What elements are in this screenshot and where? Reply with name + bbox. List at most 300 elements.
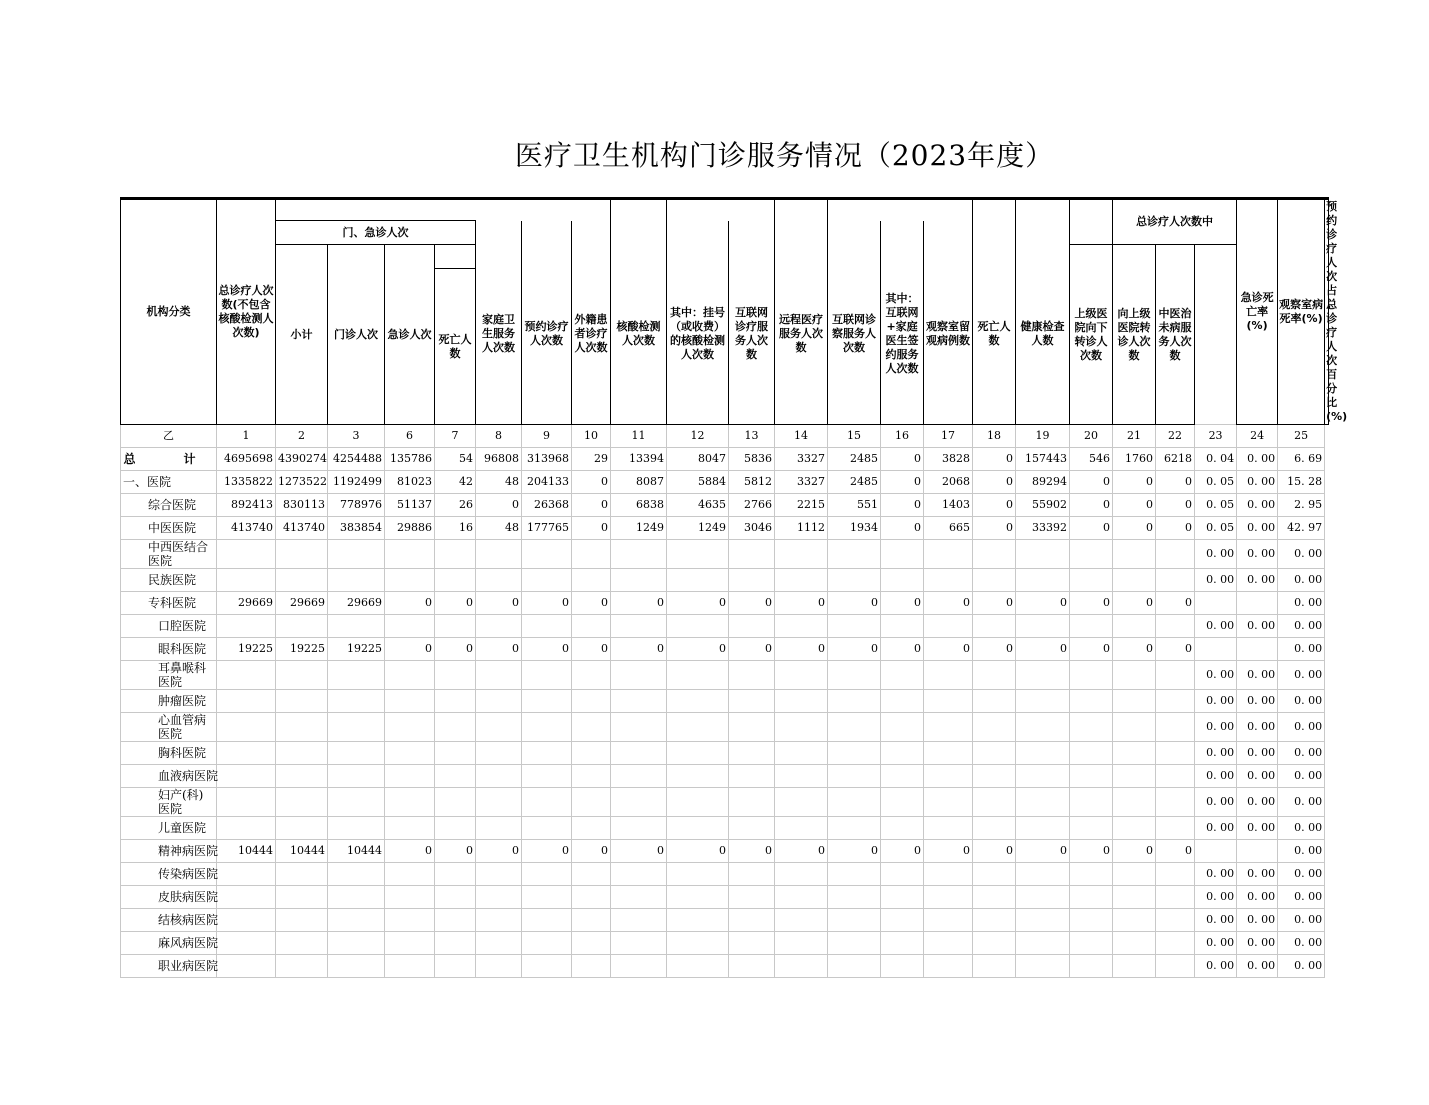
table-cell: 0 — [1070, 517, 1113, 540]
table-cell — [1113, 886, 1156, 909]
header-group-total-within: 总诊疗人次数中 — [1113, 199, 1237, 245]
table-cell: 0. 00 — [1195, 540, 1237, 569]
table-cell: 0 — [1156, 471, 1195, 494]
table-cell: 2485 — [828, 448, 881, 471]
table-cell: 1335822 — [217, 471, 276, 494]
table-cell — [572, 661, 611, 690]
table-cell — [1070, 788, 1113, 817]
table-cell: 0 — [611, 638, 667, 661]
header-col-7: 死亡人数 — [435, 269, 476, 425]
column-number: 24 — [1237, 425, 1278, 448]
table-cell — [881, 713, 924, 742]
column-number: 14 — [775, 425, 828, 448]
row-label: 心血管病医院 — [121, 713, 217, 742]
table-cell: 0 — [1070, 494, 1113, 517]
table-cell — [828, 863, 881, 886]
row-label: 职业病医院 — [121, 955, 217, 978]
table-cell — [435, 817, 476, 840]
table-cell — [217, 765, 276, 788]
table-cell — [1070, 540, 1113, 569]
column-number-row — [121, 425, 1329, 448]
table-cell: 0. 00 — [1278, 817, 1325, 840]
table-cell — [572, 690, 611, 713]
table-cell — [572, 713, 611, 742]
table-cell: 0. 00 — [1195, 742, 1237, 765]
table-cell — [881, 955, 924, 978]
table-cell — [924, 661, 973, 690]
table-cell — [973, 742, 1016, 765]
table-cell — [217, 932, 276, 955]
table-cell: 1249 — [667, 517, 729, 540]
table-cell — [328, 817, 385, 840]
table-cell — [1070, 765, 1113, 788]
table-cell: 6. 69 — [1278, 448, 1325, 471]
table-cell — [572, 569, 611, 592]
table-cell: 0. 04 — [1195, 448, 1237, 471]
table-cell — [1016, 955, 1070, 978]
table-cell — [1070, 690, 1113, 713]
table-cell: 0 — [611, 840, 667, 863]
column-number: 1 — [217, 425, 276, 448]
table-cell: 0. 00 — [1278, 540, 1325, 569]
table-cell: 0. 00 — [1237, 955, 1278, 978]
table-cell — [775, 690, 828, 713]
table-cell — [924, 690, 973, 713]
table-cell — [276, 615, 328, 638]
header-category: 机构分类 — [121, 199, 217, 425]
table-cell: 19225 — [217, 638, 276, 661]
table-cell: 48 — [476, 517, 522, 540]
table-cell — [217, 742, 276, 765]
column-number: 7 — [435, 425, 476, 448]
table-cell — [1016, 713, 1070, 742]
table-cell — [1156, 615, 1195, 638]
table-cell — [522, 932, 572, 955]
table-cell — [1113, 690, 1156, 713]
table-cell — [1016, 909, 1070, 932]
table-header — [121, 199, 1348, 425]
table-cell: 0 — [667, 592, 729, 615]
table-cell — [881, 540, 924, 569]
table-cell — [729, 909, 775, 932]
column-number: 20 — [1070, 425, 1113, 448]
table-cell — [828, 765, 881, 788]
table-cell: 0. 00 — [1278, 690, 1325, 713]
table-cell — [611, 742, 667, 765]
table-cell: 0 — [522, 592, 572, 615]
table-cell: 5836 — [729, 448, 775, 471]
table-cell — [385, 863, 435, 886]
table-cell: 0 — [1070, 471, 1113, 494]
table-cell: 0 — [1113, 638, 1156, 661]
table-cell — [276, 661, 328, 690]
table-cell: 0 — [611, 592, 667, 615]
table-cell: 3828 — [924, 448, 973, 471]
header-col-2: 小计 — [276, 245, 328, 425]
row-label: 耳鼻喉科医院 — [121, 661, 217, 690]
row-label: 口腔医院 — [121, 615, 217, 638]
column-number: 9 — [522, 425, 572, 448]
table-cell — [973, 863, 1016, 886]
table-cell: 0 — [973, 471, 1016, 494]
table-cell: 0 — [667, 638, 729, 661]
table-cell: 0. 00 — [1237, 615, 1278, 638]
table-cell — [611, 955, 667, 978]
table-cell: 0 — [729, 638, 775, 661]
table-cell — [1156, 955, 1195, 978]
table-cell — [1156, 765, 1195, 788]
table-cell — [217, 661, 276, 690]
table-cell: 81023 — [385, 471, 435, 494]
table-cell — [328, 932, 385, 955]
table-cell: 0 — [667, 840, 729, 863]
table-cell: 0. 00 — [1195, 863, 1237, 886]
table-cell: 0 — [1113, 840, 1156, 863]
table-cell: 0 — [435, 840, 476, 863]
table-cell — [385, 661, 435, 690]
table-cell: 0 — [881, 638, 924, 661]
table-cell — [611, 863, 667, 886]
table-row — [121, 863, 1329, 886]
table-cell — [435, 788, 476, 817]
table-cell: 0 — [435, 592, 476, 615]
table-cell: 1403 — [924, 494, 973, 517]
table-cell: 8047 — [667, 448, 729, 471]
table-cell: 0 — [572, 517, 611, 540]
table-cell: 0. 00 — [1237, 661, 1278, 690]
table-cell — [729, 615, 775, 638]
table-cell — [729, 540, 775, 569]
table-row — [121, 615, 1329, 638]
table-cell — [667, 909, 729, 932]
table-cell — [828, 817, 881, 840]
table-cell — [881, 863, 924, 886]
table-cell: 4390274 — [276, 448, 328, 471]
table-cell: 0. 00 — [1278, 932, 1325, 955]
table-cell — [1113, 765, 1156, 788]
table-cell — [611, 788, 667, 817]
table-cell — [217, 569, 276, 592]
table-cell — [1156, 661, 1195, 690]
table-cell — [881, 615, 924, 638]
table-row — [121, 569, 1329, 592]
table-cell — [1070, 713, 1113, 742]
table-cell — [1237, 840, 1278, 863]
row-label: 一、医院 — [121, 471, 217, 494]
table-cell: 0. 00 — [1237, 540, 1278, 569]
table-row — [121, 494, 1329, 517]
table-cell — [217, 713, 276, 742]
table-cell — [729, 765, 775, 788]
table-cell — [1016, 615, 1070, 638]
table-cell: 5812 — [729, 471, 775, 494]
column-number: 19 — [1016, 425, 1070, 448]
table-cell — [1156, 886, 1195, 909]
table-cell — [729, 817, 775, 840]
table-cell — [385, 909, 435, 932]
table-cell: 96808 — [476, 448, 522, 471]
table-cell: 0. 00 — [1237, 909, 1278, 932]
table-cell — [572, 765, 611, 788]
header-col-23: 急诊死亡率(%) — [1237, 199, 1278, 425]
table-cell: 0 — [572, 471, 611, 494]
outpatient-service-table — [120, 197, 1348, 978]
table-cell: 26 — [435, 494, 476, 517]
header-col-19: 健康检查人数 — [1016, 245, 1070, 425]
table-cell: 0. 00 — [1195, 932, 1237, 955]
table-cell: 0. 00 — [1195, 690, 1237, 713]
table-cell: 413740 — [217, 517, 276, 540]
table-cell — [1070, 661, 1113, 690]
row-label: 血液病医院 — [121, 765, 217, 788]
table-cell — [435, 909, 476, 932]
table-cell: 892413 — [217, 494, 276, 517]
table-cell — [522, 569, 572, 592]
table-cell: 0 — [1113, 517, 1156, 540]
table-cell — [328, 615, 385, 638]
table-row — [121, 690, 1329, 713]
row-label: 传染病医院 — [121, 863, 217, 886]
table-cell: 0 — [775, 638, 828, 661]
header-col-1: 总诊疗人次数(不包含核酸检测人次数) — [217, 199, 276, 425]
table-cell — [729, 661, 775, 690]
table-cell: 0. 00 — [1237, 690, 1278, 713]
table-cell — [522, 817, 572, 840]
table-cell: 0 — [924, 840, 973, 863]
page-title: 医疗卫生机构门诊服务情况（2023年度） — [514, 139, 1055, 172]
column-number: 16 — [881, 425, 924, 448]
table-cell — [775, 817, 828, 840]
table-cell — [1070, 955, 1113, 978]
table-cell — [775, 713, 828, 742]
column-number: 15 — [828, 425, 881, 448]
table-cell — [1195, 840, 1237, 863]
table-cell — [729, 569, 775, 592]
table-cell: 0. 00 — [1237, 471, 1278, 494]
table-cell — [729, 713, 775, 742]
table-cell — [385, 955, 435, 978]
table-cell: 0. 00 — [1278, 742, 1325, 765]
table-cell — [1113, 932, 1156, 955]
table-cell — [1016, 569, 1070, 592]
table-row — [121, 448, 1329, 471]
table-cell: 0. 00 — [1237, 742, 1278, 765]
table-cell: 5884 — [667, 471, 729, 494]
table-row — [121, 909, 1329, 932]
table-cell: 2485 — [828, 471, 881, 494]
table-cell — [522, 863, 572, 886]
table-cell: 0 — [881, 517, 924, 540]
table-cell — [276, 817, 328, 840]
header-col-22: 中医治未病服务人次数 — [1156, 245, 1195, 425]
table-row — [121, 932, 1329, 955]
column-number: 2 — [276, 425, 328, 448]
header-col-8: 家庭卫生服务人次数 — [476, 245, 522, 425]
table-cell — [924, 863, 973, 886]
table-cell: 4695698 — [217, 448, 276, 471]
table-cell — [973, 540, 1016, 569]
table-cell: 778976 — [328, 494, 385, 517]
table-cell: 0 — [572, 494, 611, 517]
table-cell — [435, 863, 476, 886]
table-row — [121, 713, 1329, 742]
table-cell — [1070, 742, 1113, 765]
table-cell — [276, 569, 328, 592]
table-cell: 0. 05 — [1195, 494, 1237, 517]
table-cell — [435, 742, 476, 765]
table-cell — [611, 690, 667, 713]
table-cell: 0 — [572, 592, 611, 615]
table-cell: 1273522 — [276, 471, 328, 494]
table-cell — [775, 788, 828, 817]
table-cell — [881, 909, 924, 932]
table-cell — [522, 713, 572, 742]
table-cell — [1113, 713, 1156, 742]
table-cell — [476, 615, 522, 638]
table-cell — [924, 817, 973, 840]
header-group-outpatient: 门、急诊人次 — [276, 221, 476, 245]
table-cell — [435, 765, 476, 788]
table-cell: 2068 — [924, 471, 973, 494]
header-col-25: 预约诊疗人次占总诊疗人次百分比(%) — [1326, 200, 1348, 423]
table-cell: 48 — [476, 471, 522, 494]
table-cell: 0 — [1070, 592, 1113, 615]
table-cell — [1016, 886, 1070, 909]
table-cell — [924, 932, 973, 955]
table-cell: 0. 00 — [1195, 569, 1237, 592]
table-cell — [217, 788, 276, 817]
header-col-12: 其中：挂号（或收费）的核酸检测人次数 — [667, 245, 729, 425]
table-cell: 0 — [881, 471, 924, 494]
table-cell — [385, 932, 435, 955]
table-cell — [572, 863, 611, 886]
table-cell — [667, 540, 729, 569]
table-cell: 33392 — [1016, 517, 1070, 540]
table-cell: 383854 — [328, 517, 385, 540]
table-cell — [217, 909, 276, 932]
table-cell — [572, 540, 611, 569]
table-cell — [522, 909, 572, 932]
table-row — [121, 840, 1329, 863]
header-col-16: 其中：互联网+家庭医生签约服务人次数 — [881, 245, 924, 425]
table-cell — [435, 886, 476, 909]
table-cell: 0. 00 — [1278, 661, 1325, 690]
table-cell: 3327 — [775, 471, 828, 494]
table-cell: 0 — [385, 592, 435, 615]
row-label: 妇产(科)医院 — [121, 788, 217, 817]
table-cell — [828, 886, 881, 909]
table-cell — [775, 863, 828, 886]
table-cell — [476, 690, 522, 713]
table-cell — [476, 661, 522, 690]
row-label: 儿童医院 — [121, 817, 217, 840]
table-cell — [729, 932, 775, 955]
table-cell — [328, 886, 385, 909]
table-cell: 1760 — [1113, 448, 1156, 471]
table-cell — [522, 742, 572, 765]
table-cell — [217, 817, 276, 840]
table-cell: 0. 00 — [1195, 615, 1237, 638]
table-cell: 177765 — [522, 517, 572, 540]
table-cell — [276, 886, 328, 909]
table-cell — [1113, 817, 1156, 840]
table-cell — [667, 661, 729, 690]
table-cell: 0 — [1016, 592, 1070, 615]
table-cell — [1016, 661, 1070, 690]
table-cell: 204133 — [522, 471, 572, 494]
table-cell — [328, 955, 385, 978]
table-cell: 29 — [572, 448, 611, 471]
column-number: 12 — [667, 425, 729, 448]
table-cell: 0. 05 — [1195, 517, 1237, 540]
table-cell: 0 — [1070, 638, 1113, 661]
table-cell: 15. 28 — [1278, 471, 1325, 494]
table-cell — [522, 765, 572, 788]
table-cell: 0. 00 — [1278, 615, 1325, 638]
table-cell — [828, 540, 881, 569]
table-cell — [924, 713, 973, 742]
table-cell: 0 — [572, 840, 611, 863]
table-cell — [572, 615, 611, 638]
table-cell — [1113, 569, 1156, 592]
table-cell — [1156, 788, 1195, 817]
table-cell — [1237, 638, 1278, 661]
table-cell — [572, 886, 611, 909]
column-number: 22 — [1156, 425, 1195, 448]
table-cell: 0. 00 — [1195, 765, 1237, 788]
column-number: 25 — [1278, 425, 1325, 448]
table-cell — [973, 788, 1016, 817]
table-cell — [217, 863, 276, 886]
table-cell: 0. 00 — [1195, 661, 1237, 690]
row-label: 总 计 — [121, 448, 217, 471]
table-cell: 0. 00 — [1278, 840, 1325, 863]
table-cell — [828, 788, 881, 817]
table-cell: 0 — [881, 840, 924, 863]
table-cell — [611, 909, 667, 932]
table-row — [121, 955, 1329, 978]
table-cell: 0 — [1156, 592, 1195, 615]
table-cell: 0 — [385, 840, 435, 863]
table-cell — [385, 817, 435, 840]
table-cell: 6838 — [611, 494, 667, 517]
table-cell — [385, 886, 435, 909]
table-cell — [522, 540, 572, 569]
table-row — [121, 471, 1329, 494]
column-number: 23 — [1195, 425, 1237, 448]
table-cell — [775, 932, 828, 955]
table-cell — [667, 569, 729, 592]
table-cell: 0 — [476, 494, 522, 517]
table-cell — [328, 713, 385, 742]
row-label: 皮肤病医院 — [121, 886, 217, 909]
table-cell: 0 — [729, 840, 775, 863]
header-col-9: 预约诊疗人次数 — [522, 245, 572, 425]
table-row — [121, 886, 1329, 909]
table-cell — [435, 661, 476, 690]
table-cell — [1016, 540, 1070, 569]
table-cell — [476, 742, 522, 765]
table-cell: 6218 — [1156, 448, 1195, 471]
table-cell: 0. 00 — [1237, 932, 1278, 955]
table-cell: 313968 — [522, 448, 572, 471]
table-cell — [973, 615, 1016, 638]
header-col-13: 互联网诊疗服务人次数 — [729, 245, 775, 425]
table-cell — [775, 909, 828, 932]
table-cell — [1113, 863, 1156, 886]
table-cell: 0 — [476, 840, 522, 863]
table-cell: 0 — [828, 638, 881, 661]
